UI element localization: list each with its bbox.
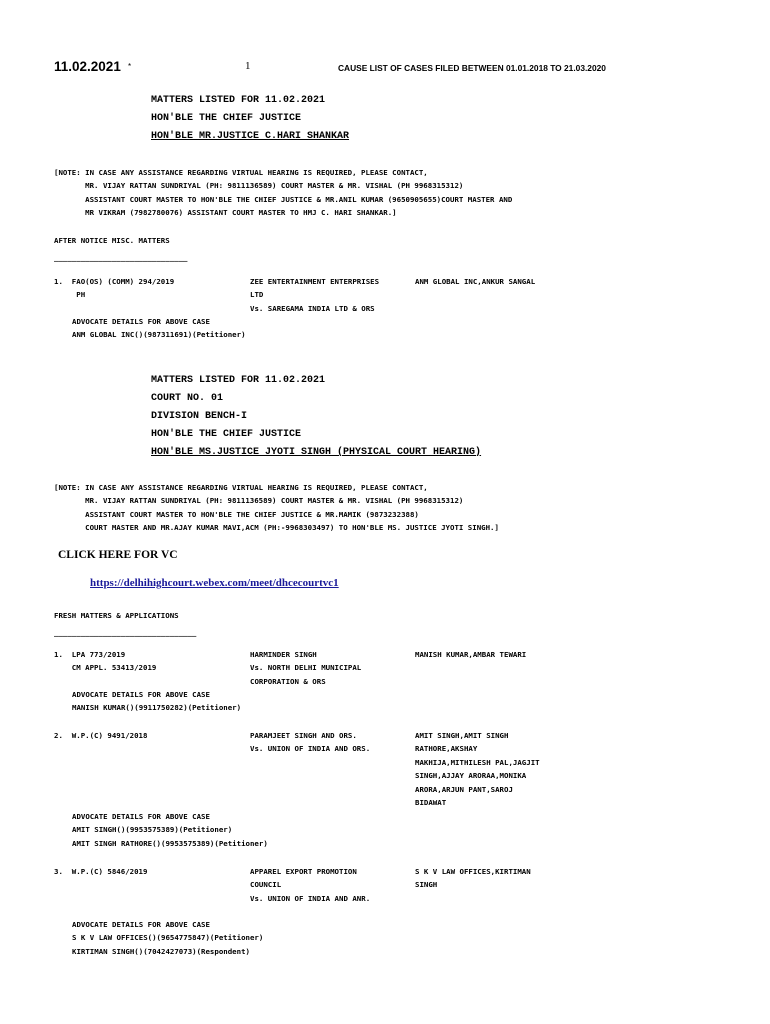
advocate-detail-line: AMIT SINGH()(9953575389)(Petitioner) <box>72 825 233 835</box>
advocate-details <box>72 918 263 958</box>
category-rule: ________________________________ <box>54 628 197 637</box>
case-advocates-column <box>415 729 540 809</box>
case-subtext: CM APPL. 53413/2019 <box>54 663 157 673</box>
heading-line: COURT NO. 01 <box>151 393 224 404</box>
case-parties-column <box>250 729 370 756</box>
date-asterisk: * <box>128 62 132 71</box>
section1-heading <box>151 92 349 146</box>
note-line: ASSISTANT COURT MASTER TO HON'BLE THE CHIEF JUSTICE & MR.ANIL KUMAR (9650905655)COURT MASTER AND <box>54 194 513 204</box>
advocate-detail-line: ANM GLOBAL INC()(987311691)(Petitioner) <box>72 330 246 340</box>
case-number: 2. W.P.(C) 9491/2018 <box>54 731 148 740</box>
advocate-line: ANM GLOBAL INC,ANKUR SANGAL <box>415 277 536 286</box>
section2-heading <box>151 372 481 462</box>
advocate-detail-line: MANISH KUMAR()(9911750282)(Petitioner) <box>72 703 242 713</box>
party-line: ZEE ENTERTAINMENT ENTERPRISES <box>250 277 380 286</box>
cause-list-title: CAUSE LIST OF CASES FILED BETWEEN 01.01.2018 TO 21.03.2020 <box>338 63 606 73</box>
case-parties-column <box>250 648 361 688</box>
advocate-details <box>72 810 268 850</box>
note-line: MR VIKRAM (7982780076) ASSISTANT COURT MASTER TO HMJ C. HARI SHANKAR.] <box>54 208 397 218</box>
advocate-line: RATHORE,AKSHAY <box>415 744 478 754</box>
category-rule: ______________________________ <box>54 253 188 262</box>
list-date: 11.02.2021 <box>54 59 121 74</box>
party-line: Vs. UNION OF INDIA AND ORS. <box>250 744 371 754</box>
party-line: COUNCIL <box>250 880 282 890</box>
category-label: FRESH MATTERS & APPLICATIONS <box>54 611 179 620</box>
case-parties-column <box>250 275 379 315</box>
advocate-details-title: ADVOCATE DETAILS FOR ABOVE CASE <box>72 812 210 821</box>
case-number: 1. FAO(OS) (COMM) 294/2019 <box>54 277 175 286</box>
advocate-line: MAKHIJA,MITHILESH PAL,JAGJIT <box>415 757 540 767</box>
section1-note <box>54 166 512 220</box>
note-line: ASSISTANT COURT MASTER TO HON'BLE THE CHIEF JUSTICE & MR.MAMIK (9873232388) <box>54 509 419 519</box>
party-line: Vs. UNION OF INDIA AND ANR. <box>250 893 371 903</box>
case-number: 3. W.P.(C) 5846/2019 <box>54 867 148 876</box>
vc-link[interactable]: https://delhihighcourt.webex.com/meet/dhcecourtvc1 <box>90 577 339 589</box>
heading-judge-line: HON'BLE MR.JUSTICE C.HARI SHANKAR <box>151 131 350 142</box>
case-number: 1. LPA 773/2019 <box>54 650 126 659</box>
advocate-line: ARORA,ARJUN PANT,SAROJ <box>415 784 513 794</box>
party-line: Vs. SAREGAMA INDIA LTD & ORS <box>250 303 375 313</box>
page-number: 1 <box>245 60 251 72</box>
case-number-column <box>54 275 174 302</box>
case-parties-column <box>250 865 370 905</box>
party-line: LTD <box>250 290 264 300</box>
party-line: HARMINDER SINGH <box>250 650 317 659</box>
heading-judge-line: HON'BLE MS.JUSTICE JYOTI SINGH (PHYSICAL COURT HEARING) <box>151 447 482 458</box>
advocate-detail-line: S K V LAW OFFICES()(9654775847)(Petitioner) <box>72 933 264 943</box>
note-line: MR. VIJAY RATTAN SUNDRIYAL (PH: 9811136589) COURT MASTER & MR. VISHAL (PH 9968315312) <box>54 496 464 506</box>
advocate-details-title: ADVOCATE DETAILS FOR ABOVE CASE <box>72 690 210 699</box>
party-line: APPAREL EXPORT PROMOTION <box>250 867 357 876</box>
case-advocates-column <box>415 275 535 288</box>
case-advocates-column <box>415 648 526 661</box>
party-line: Vs. NORTH DELHI MUNICIPAL <box>250 663 362 673</box>
section2-note <box>54 481 499 535</box>
advocate-line: SINGH,AJJAY ARORAA,MONIKA <box>415 771 527 781</box>
case-subtext: PH <box>54 290 86 300</box>
advocate-details <box>72 315 246 342</box>
heading-line: DIVISION BENCH-I <box>151 411 248 422</box>
advocate-detail-line: AMIT SINGH RATHORE()(9953575389)(Petitioner) <box>72 838 268 848</box>
advocate-line: BIDAWAT <box>415 798 447 808</box>
case-advocates-column <box>415 865 531 892</box>
advocate-details <box>72 688 241 715</box>
note-line: MR. VIJAY RATTAN SUNDRIYAL (PH: 9811136589) COURT MASTER & MR. VISHAL (PH 9968315312) <box>54 181 464 191</box>
advocate-detail-line: KIRTIMAN SINGH()(7042427073)(Respondent) <box>72 946 250 956</box>
heading-line: MATTERS LISTED FOR 11.02.2021 <box>151 95 326 106</box>
category-label: AFTER NOTICE MISC. MATTERS <box>54 236 170 245</box>
advocate-line: AMIT SINGH,AMIT SINGH <box>415 731 509 740</box>
advocate-line: S K V LAW OFFICES,KIRTIMAN <box>415 867 531 876</box>
advocate-details-title: ADVOCATE DETAILS FOR ABOVE CASE <box>72 317 210 326</box>
note-line: COURT MASTER AND MR.AJAY KUMAR MAVI,ACM (PH:-9968303497) TO HON'BLE MS. JUSTICE JYOTI SINGH.] <box>54 523 499 533</box>
party-line: PARAMJEET SINGH AND ORS. <box>250 731 357 740</box>
heading-line: MATTERS LISTED FOR 11.02.2021 <box>151 375 326 386</box>
vc-label: CLICK HERE FOR VC <box>58 549 178 561</box>
note-line: [NOTE: IN CASE ANY ASSISTANCE REGARDING VIRTUAL HEARING IS REQUIRED, PLEASE CONTACT, <box>54 483 428 492</box>
case-number-column <box>54 865 147 878</box>
heading-line: HON'BLE THE CHIEF JUSTICE <box>151 429 302 440</box>
party-line: CORPORATION & ORS <box>250 676 326 686</box>
case-number-column <box>54 648 156 675</box>
advocate-details-title: ADVOCATE DETAILS FOR ABOVE CASE <box>72 920 210 929</box>
heading-line: HON'BLE THE CHIEF JUSTICE <box>151 113 302 124</box>
note-line: [NOTE: IN CASE ANY ASSISTANCE REGARDING VIRTUAL HEARING IS REQUIRED, PLEASE CONTACT, <box>54 168 428 177</box>
advocate-line: MANISH KUMAR,AMBAR TEWARI <box>415 650 527 659</box>
case-number-column <box>54 729 147 742</box>
advocate-line: SINGH <box>415 880 438 890</box>
